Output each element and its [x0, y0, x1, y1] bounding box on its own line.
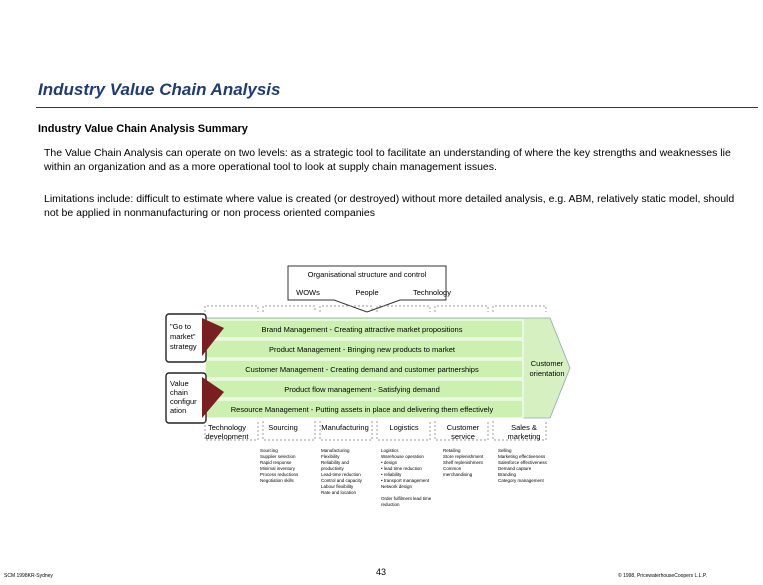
detail-line: Demand capture — [498, 466, 532, 471]
detail-line: reduction — [381, 502, 400, 507]
summary-heading: Industry Value Chain Analysis Summary — [38, 123, 248, 135]
stage-customer-service-line1: Customer — [446, 423, 480, 432]
paragraph-limitations: Limitations include: difficult to estimate where value is created (or destroyed) without more detailed analysis, e.g. ABM, relatively static model, should not be applied in nonmanufacturing or non process oriented companies — [44, 193, 735, 219]
page-title: Industry Value Chain Analysis — [38, 80, 281, 99]
org-item-wows: WOWs — [296, 288, 320, 297]
footer-copyright: © 1998, PricewaterhouseCoopers L.L.P. — [618, 573, 707, 579]
details-retailing — [443, 448, 484, 477]
stage-sourcing: Sourcing — [268, 423, 298, 432]
detail-line: Minimal inventory — [260, 466, 296, 471]
detail-line: Flexibility — [321, 454, 340, 459]
detail-line: Branding — [498, 472, 517, 477]
detail-line: Manufacturing — [321, 448, 350, 453]
value-chain-config-line1: Value — [170, 379, 189, 388]
detail-line: Labour flexibility — [321, 484, 354, 489]
detail-line: Negotiation skills — [260, 478, 294, 483]
detail-line: Salesforce effectiveness — [498, 460, 547, 465]
stage-customer-service-line2: service — [451, 432, 475, 441]
customer-orientation-line1: Customer — [530, 359, 564, 368]
detail-line: Category management — [498, 478, 544, 483]
stage-technology-development-line1: Technology — [208, 423, 246, 432]
value-chain-config-line2: chain — [170, 388, 188, 397]
detail-line: Network design — [381, 484, 413, 489]
detail-line: • lead time reduction — [381, 466, 422, 471]
detail-line: merchandising — [443, 472, 473, 477]
details-logistics — [381, 448, 432, 507]
details-selling — [498, 448, 547, 483]
details-sourcing — [260, 448, 299, 483]
detail-line: Warehouse operation — [381, 454, 424, 459]
value-chain-config-line3: configur — [170, 397, 197, 406]
detail-line: Shelf replenishment — [443, 460, 483, 465]
stage-sales-marketing-line2: marketing — [507, 432, 541, 441]
detail-line: productivity — [321, 466, 344, 471]
detail-line: • design — [381, 460, 398, 465]
stage-manufacturing: Manufacturing — [321, 423, 369, 432]
stage-sales-marketing-line1: Sales & — [511, 423, 537, 432]
band-customer-management: Customer Management - Creating demand and customer partnerships — [245, 365, 479, 374]
stage-technology-development-line2: development — [205, 432, 249, 441]
details-manufacturing — [321, 448, 363, 495]
go-to-market-line3: strategy — [170, 342, 197, 351]
go-to-market-line1: "Go to — [170, 322, 192, 331]
org-item-technology: Technology — [413, 288, 451, 297]
band-resource-management: Resource Management - Putting assets in place and delivering them effectively — [230, 405, 494, 414]
go-to-market-line2: market" — [170, 332, 196, 341]
detail-line: Selling — [498, 448, 512, 453]
detail-line: Common — [443, 466, 462, 471]
detail-line: Reliability and — [321, 460, 350, 465]
detail-line: Retailing — [443, 448, 461, 453]
detail-line: Lead-time reduction — [321, 472, 361, 477]
detail-line: Rapid response — [260, 460, 292, 465]
value-chain-config-line4: ation — [170, 406, 187, 415]
detail-line: Logistics — [381, 448, 399, 453]
footer-reference: SCM 1998KR-Sydney — [4, 573, 53, 579]
detail-line: Process reductions — [260, 472, 299, 477]
detail-line: Supplier selection — [260, 454, 296, 459]
band-product-management: Product Management - Bringing new products to market — [269, 345, 455, 354]
page-number: 43 — [376, 567, 387, 577]
detail-line: • reliability — [381, 472, 402, 477]
detail-line: • transport management — [381, 478, 430, 483]
stage-boxes — [205, 421, 546, 440]
org-structure-title: Organisational structure and control — [307, 270, 427, 279]
detail-line: Store replenishment — [443, 454, 484, 459]
customer-orientation-line2: orientation — [529, 369, 565, 378]
detail-line: Control and capacity — [321, 478, 363, 483]
detail-line: Rate and location — [321, 490, 357, 495]
stage-logistics: Logistics — [389, 423, 419, 432]
band-product-flow-management: Product flow management - Satisfying demand — [284, 385, 440, 394]
detail-line: Marketing effectiveness — [498, 454, 546, 459]
band-brand-management: Brand Management - Creating attractive market propositions — [261, 325, 463, 334]
org-item-people: People — [355, 288, 379, 297]
paragraph-value-chain: The Value Chain Analysis can operate on two levels: as a strategic tool to facilitate an understanding of where the key strengths and weaknesses lie within an organization and as a more operational tool to look at supply chain management issues. — [44, 147, 731, 173]
detail-line: Sourcing — [260, 448, 278, 453]
detail-line: Order fulfilment lead time — [381, 496, 432, 501]
